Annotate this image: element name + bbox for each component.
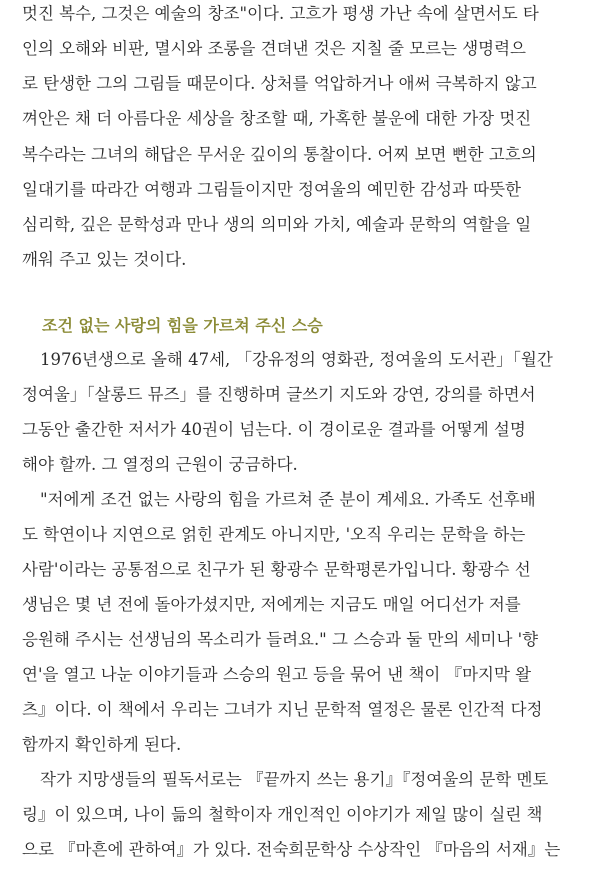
paragraph-line: 1976년생으로 올해 47세, 「강유정의 영화관, 정여울의 도서관」「월간 (40, 350, 553, 369)
section-heading: 조건 없는 사랑의 힘을 가르쳐 주신 스승 (42, 316, 323, 335)
paragraph-line: 일대기를 따라간 여행과 그림들이지만 정여울의 예민한 감성과 따뜻한 (22, 180, 521, 199)
paragraph-line: 복수라는 그녀의 해답은 무서운 깊이의 통찰이다. 어찌 보면 뻔한 고흐의 (22, 145, 537, 164)
paragraph-line: 링』이 있으며, 나이 듦의 철학이자 개인적인 이야기가 제일 많이 실린 책 (22, 805, 543, 824)
paragraph-line: 생님은 몇 년 전에 돌아가셨지만, 저에게는 지금도 매일 어디선가 저를 (22, 595, 521, 614)
paragraph-line: 멋진 복수, 그것은 예술의 창조"이다. 고흐가 평생 가난 속에 살면서도 타 (22, 4, 539, 23)
paragraph-line: 응원해 주시는 선생님의 목소리가 들려요." 그 스승과 둘 만의 세미나 '향 (22, 630, 539, 649)
paragraph-line: 껴안은 채 더 아름다운 세상을 창조할 때, 가혹한 불운에 대한 가장 멋진 (22, 109, 532, 128)
paragraph-line: 깨워 주고 있는 것이다. (22, 250, 187, 269)
paragraph-line: 로 탄생한 그의 그림들 때문이다. 상처를 억압하거나 애써 극복하지 않고 (22, 74, 537, 93)
paragraph-line: 함까지 확인하게 된다. (22, 735, 182, 754)
paragraph-line: 츠』이다. 이 책에서 우리는 그녀가 지닌 문학적 열정은 물론 인간적 다정 (22, 700, 543, 719)
paragraph-line: 연'을 열고 나눈 이야기들과 스승의 원고 등을 묶어 낸 책이 『마지막 왈 (22, 665, 532, 684)
paragraph-line: "저에게 조건 없는 사랑의 힘을 가르쳐 준 분이 계세요. 가족도 선후배 (40, 490, 536, 509)
paragraph-line: 그동안 출간한 저서가 40권이 넘는다. 이 경이로운 결과를 어떻게 설명 (22, 420, 526, 439)
paragraph-line: 사람'이라는 공통점으로 친구가 된 황광수 문학평론가입니다. 황광수 선 (22, 560, 531, 579)
paragraph-line: 작가 지망생들의 필독서로는 『끝까지 쓰는 용기』『정여울의 문학 멘토 (40, 770, 549, 789)
paragraph-line: 해야 할까. 그 열정의 근원이 궁금하다. (22, 455, 298, 474)
paragraph-line: 심리학, 깊은 문학성과 만나 생의 의미와 가치, 예술과 문학의 역할을 일 (22, 215, 532, 234)
paragraph-line: 인의 오해와 비판, 멸시와 조롱을 견뎌낸 것은 지칠 줄 모르는 생명력으 (22, 39, 526, 58)
paragraph-line: 정여울」「살롱드 뮤즈」를 진행하며 글쓰기 지도와 강연, 강의를 하면서 (22, 385, 536, 404)
paragraph-line: 도 학연이나 지연으로 얽힌 관계도 아니지만, '오직 우리는 문학을 하는 (22, 525, 526, 544)
paragraph-line: 으로 『마흔에 관하여』가 있다. 전숙희문학상 수상작인 『마음의 서재』는 (22, 840, 561, 859)
